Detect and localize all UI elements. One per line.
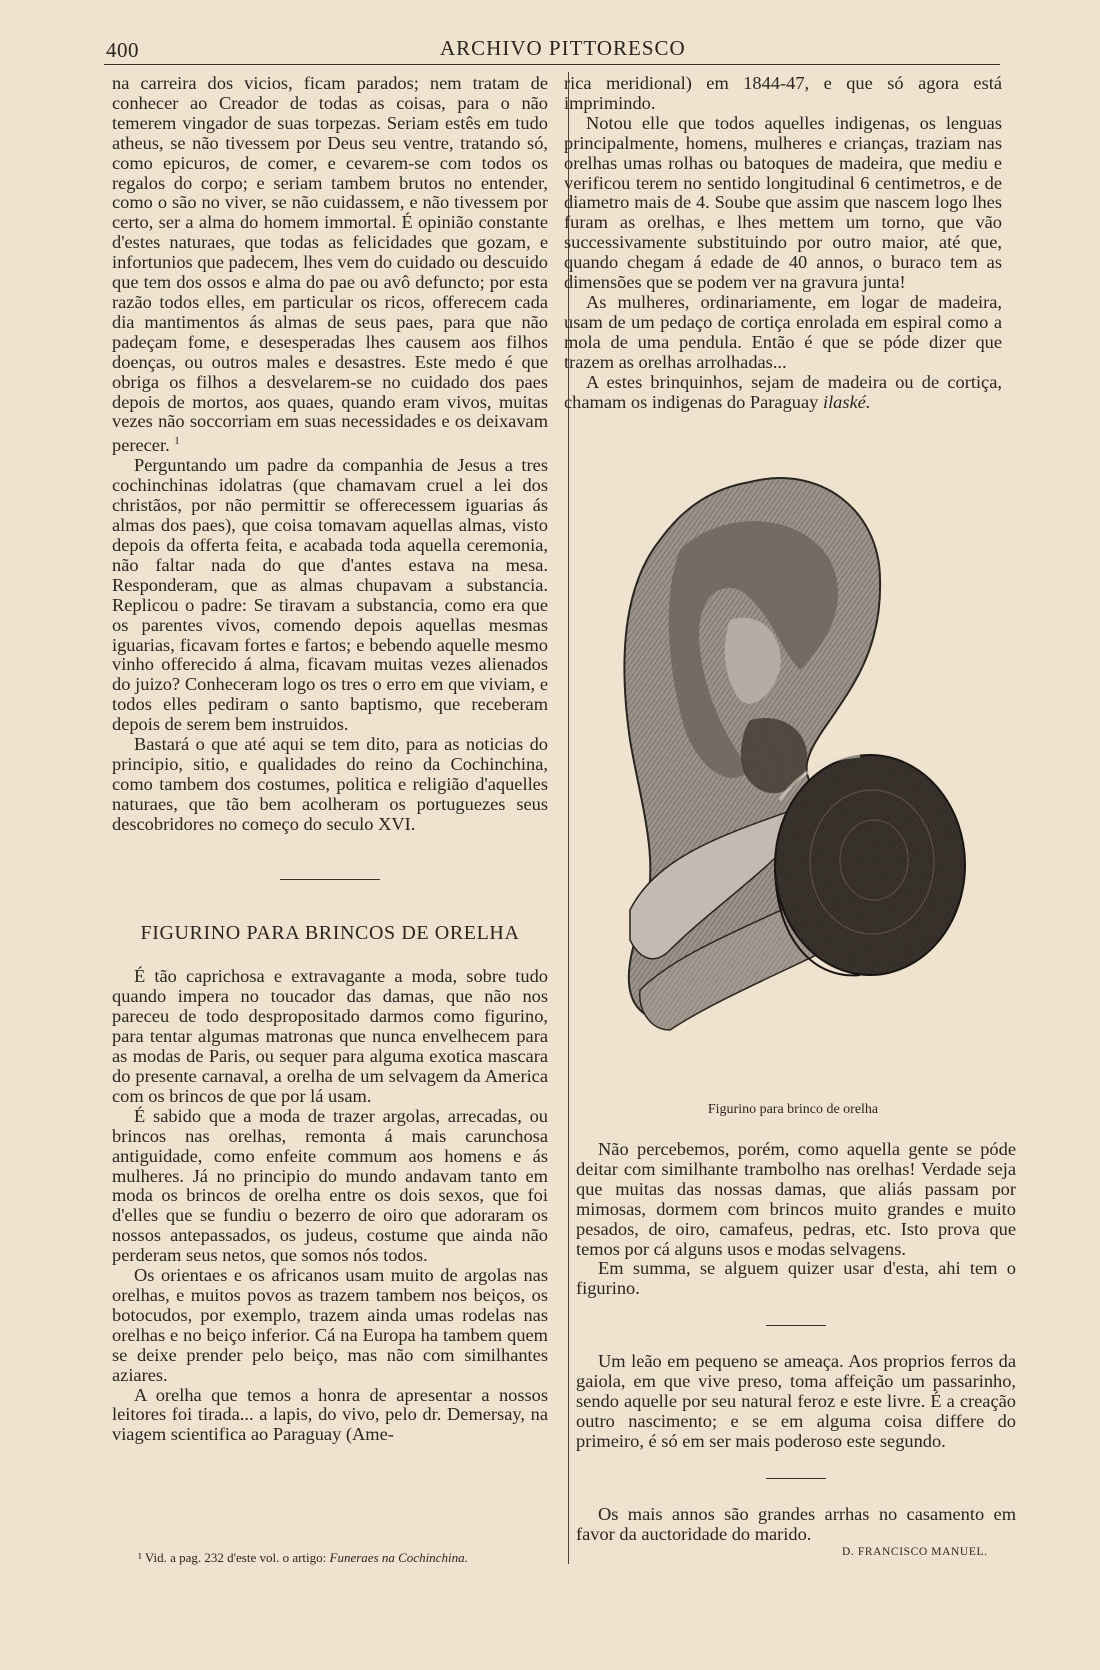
paragraph: Um leão em pequeno se ameaça. Aos proprios ferros da gaiola, em que vive preso, toma affeição um passarinho, sendo aquelle por seu natural feroz e este livre. É a creação outro nascimento; e se em alguma coisa differe do primeiro, é só em ser mais poderoso este segundo. xyxy=(576,1351,1016,1451)
paragraph: Perguntando um padre da companhia de Jesus a tres cochinchinas idolatras (que chamavam cruel a lei dos christãos, por não permittir se offerecessem iguarias ás almas dos paes), que coisa tomavam aquellas almas, visto depois da offerta feita, e acabada toda aquella ceremonia, não faltar nada do que d'antes estava na mesa. Responderam, que as almas chupavam a substancia. Replicou o padre: Se tiravam a substancia, como era que os parentes vivos, comendo depois aquellas mesmas iguarias, ficavam fortes e fartos; e bebendo aquelle mesmo vinho offerecido á alma, ficavam muitas vezes alienados do juizo? Conheceram logo os tres o erro em que viviam, e todos elles pediram o santo baptismo, que receberam depois de serem bem instruidos. xyxy=(112,455,548,735)
paragraph: Bastará o que até aqui se tem dito, para as noticias do principio, sitio, e qualidades do reino da Cochinchina, como tambem dos costumes, politica e religião d'aquelles naturaes, que tão bem acolheram os portuguezes seus descobridores no começo do seculo XVI. xyxy=(112,734,548,834)
left-column xyxy=(112,74,548,1445)
paragraph: Em summa, se alguem quizer usar d'esta, ahi tem o figurino. xyxy=(576,1258,1016,1299)
paragraph: É tão caprichosa e extravagante a moda, sobre tudo quando impera no toucador das damas, que não nos pareceu de todo despropositado darmos como figurino, para tentar algumas matronas que nunca envelhecem para as modas de Paris, ou sequer para alguma exotica mascara do presente carnaval, a orelha de um selvagem da America com os brincos de que por lá usam. xyxy=(112,966,548,1106)
paragraph-separator xyxy=(766,1478,826,1479)
paragraph: É sabido que a moda de trazer argolas, arrecadas, ou brincos nas orelhas, remonta á mais carunchosa antiguidade, como enfeite commum aos homens e ás mulheres. Já no principio do mundo andavam tanto em moda os brincos de orelha entre os dois sexos, que foi d'elles que se fundiu o bezerro de oiro que adoraram os nossos antepassados, os judeus, costume que ainda não perderam seus netos, que somos nós todos. xyxy=(112,1105,548,1266)
section-title: FIGURINO PARA BRINCOS DE ORELHA xyxy=(140,921,520,944)
figure-caption: Figurino para brinco de orelha xyxy=(707,1102,879,1117)
author-signature: D. FRANCISCO MANUEL. xyxy=(842,1546,988,1558)
page-title: ARCHIVO PITTORESCO xyxy=(440,36,686,60)
paragraph: Notou elle que todos aquelles indigenas, os lenguas principalmente, homens, mulheres e crianças, traziam nas orelhas umas rolhas ou batoques de madeira, que mediu e verificou terem no sentido longitudinal 6 centimetros, e de diametro mais de 4. Soube que assim que nascem logo lhes furam as orelhas, e lhes mettem um torno, que vão successivamente substituindo por outro maior, até que, quando chegam á edade de 40 annos, o buraco tem as dimensões que se podem ver na gravura junta! xyxy=(564,112,1002,293)
right-column-bottom xyxy=(576,1140,1016,1545)
paragraph: As mulheres, ordinariamente, em logar de madeira, usam de um pedaço de cortiça enrolada em espiral como a mola de uma pendula. Então é que se póde dizer que trazem as orelhas arrolhadas... xyxy=(564,291,1002,372)
paragraph: rica meridional) em 1844-47, e que só agora está imprimindo. xyxy=(564,73,1002,113)
header-rule xyxy=(104,64,1000,65)
paragraph: Não percebemos, porém, como aquella gente se póde deitar com similhante trambolho nas orelhas! Verdade seja que muitas das nossas damas, que aliás passam por mimosas, dormem com brincos muito grandes e muito pesados, de oiro, camafeus, pedras, etc. Isto prova que temos por cá alguns usos e modas selvagens. xyxy=(576,1139,1016,1259)
right-column-top xyxy=(564,74,1002,412)
footnote-marker: 1 xyxy=(174,435,180,448)
ear-engraving xyxy=(600,470,980,1120)
footnote: ¹ Vid. a pag. 232 d'este vol. o artigo: Funeraes na Cochinchina. xyxy=(138,1550,468,1565)
ear-with-plug-illustration xyxy=(600,470,980,1120)
paragraph: Os orientaes e os africanos usam muito de argolas nas orelhas, e muitos povos as trazem tambem nos beiços, os botocudos, por exemplo, trazem ainda umas rodelas nas orelhas e no beiço inferior. Cá na Europa ha tambem quem se deixe prender pelo beiço, mas não com similhantes aziares. xyxy=(112,1265,548,1385)
paragraph: Os mais annos são grandes arrhas no casamento em favor da auctoridade do marido. xyxy=(576,1503,1016,1544)
paragraph-separator xyxy=(766,1325,826,1326)
page-number: 400 xyxy=(106,38,139,62)
native-term: ilaské. xyxy=(822,391,871,412)
paragraph: A orelha que temos a honra de apresentar a nossos leitores foi tirada... a lapis, do vivo, pelo dr. Demersay, na viagem scientifica ao Paraguay (Ame- xyxy=(112,1384,548,1445)
paragraph: na carreira dos vicios, ficam parados; nem tratam de conhecer ao Creador de todas as coisas, para o não temerem vingador de suas torpezas. Seriam estês em tudo atheus, se não tivessem por Deus seu ventre, tratando só, como epicuros, de comer, e cevarem-se com todos os regalos do corpo; e seriam tambem brutos no entender, como o são no viver, se não cuidassem, e não tivessem por certo, ser a alma do homem immortal. É opinião constante d'estes naturaes, que todas as felicidades que gozam, e infortunios que padecem, lhes vem do cuidado ou descuido que tem dos ossos e alma do pae ou avô defuncto; por esta razão todos elles, em particular os ricos, offerecem cada dia mantimentos ás almas de seus paes, para que não padeçam fome, e desesperadas lhes causem aos filhos doenças, ou outros males e desastres. Este medo é que obriga os filhos a desvelarem-se no cuidado dos paes depois de mortos, aos quaes, quando eram vivos, muitas vezes não soccorriam em suas necessidades e os deixavam perecer. $^1$ xyxy=(112,73,548,456)
section-separator xyxy=(280,879,380,880)
paragraph: A estes brinquinhos, sejam de madeira ou de cortiça, chamam os indigenas do Paraguay ilaské. xyxy=(564,371,1002,412)
